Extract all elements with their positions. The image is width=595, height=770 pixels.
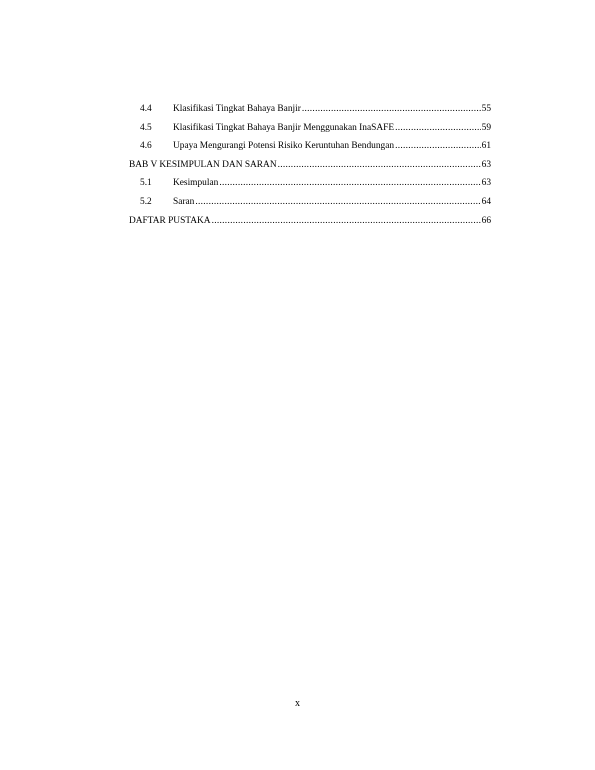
toc-dot-leader bbox=[395, 137, 481, 156]
toc-entry-title: Klasifikasi Tingkat Bahaya Banjir bbox=[173, 104, 301, 114]
toc-dot-leader bbox=[212, 212, 481, 231]
toc-entry[interactable] bbox=[129, 193, 491, 212]
toc-chapter-entry[interactable] bbox=[129, 156, 491, 175]
toc-entry-number: 5.2 bbox=[140, 196, 152, 207]
toc-entry-title: BAB V KESIMPULAN DAN SARAN bbox=[129, 159, 277, 170]
toc-entry[interactable] bbox=[129, 119, 491, 138]
toc-chapter-entry[interactable] bbox=[129, 212, 491, 231]
toc-dot-leader bbox=[219, 174, 480, 193]
toc-entry-page: 66 bbox=[481, 215, 491, 226]
toc-entry-page: 63 bbox=[481, 178, 491, 189]
toc-entry[interactable] bbox=[129, 174, 491, 193]
toc-entry-title: Upaya Mengurangi Potensi Risiko Keruntuhan Bendungan bbox=[173, 141, 395, 152]
toc-entry-number: 4.5 bbox=[140, 122, 152, 133]
page-number: x bbox=[295, 698, 300, 709]
toc-entry[interactable] bbox=[129, 137, 491, 156]
toc-entry-page: 55 bbox=[481, 104, 491, 114]
toc-entry-title: Saran bbox=[173, 196, 195, 207]
toc-entry-title: Kesimpulan bbox=[173, 178, 219, 189]
toc-entry-page: 64 bbox=[481, 196, 491, 207]
toc-dot-leader bbox=[195, 193, 480, 212]
toc-entry-number: 5.1 bbox=[140, 178, 152, 189]
toc-dot-leader bbox=[395, 119, 481, 138]
toc-entry-page: 61 bbox=[481, 141, 491, 152]
toc-entry-page: 63 bbox=[481, 159, 491, 170]
toc-dot-leader bbox=[302, 100, 481, 119]
toc-entry-title: Klasifikasi Tingkat Bahaya Banjir Menggunakan InaSAFE bbox=[173, 122, 395, 133]
toc-entry-number: 4.4 bbox=[140, 104, 152, 114]
table-of-contents bbox=[129, 100, 491, 230]
toc-entry-page: 59 bbox=[481, 122, 491, 133]
toc-entry-number: 4.6 bbox=[140, 141, 152, 152]
toc-dot-leader bbox=[278, 156, 481, 175]
toc-entry[interactable] bbox=[129, 100, 491, 119]
toc-entry-title: DAFTAR PUSTAKA bbox=[129, 215, 211, 226]
